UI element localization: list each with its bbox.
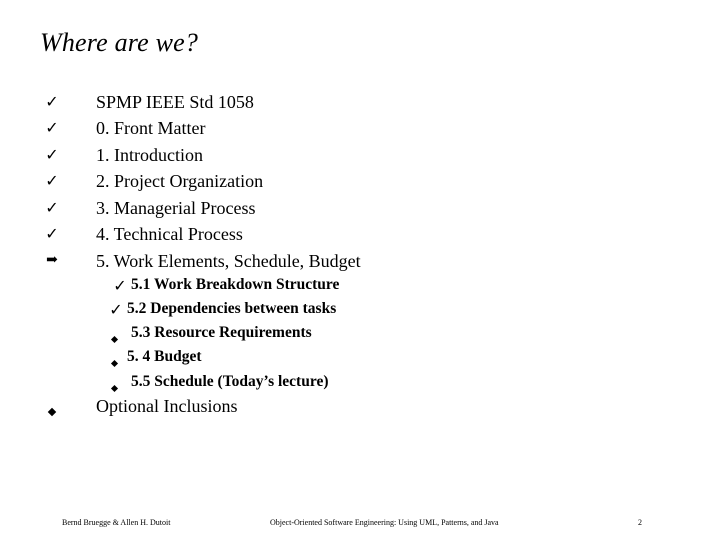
sub-list-item-text: 5.5 Schedule (Today’s lecture) <box>131 373 329 390</box>
arrow-right-icon: ➡ <box>46 253 58 268</box>
checkmark-icon: ✓ <box>45 147 59 164</box>
checkmark-icon: ✓ <box>109 302 123 319</box>
list-item-text: Optional Inclusions <box>96 396 238 416</box>
slide-title: Where are we? <box>40 28 199 57</box>
list-item-text: SPMP IEEE Std 1058 <box>96 92 254 112</box>
checkmark-icon: ✓ <box>45 94 59 111</box>
sub-list-item-text: 5. 4 Budget <box>127 348 202 365</box>
list-item-text: 5. Work Elements, Schedule, Budget <box>96 251 361 271</box>
diamond-bullet-icon <box>104 378 124 396</box>
list-item-text: 0. Front Matter <box>96 118 206 138</box>
page-number: 2 <box>638 518 642 527</box>
checkmark-icon: ✓ <box>113 278 127 295</box>
list-item-text: 2. Project Organization <box>96 171 264 191</box>
list-item-text: 4. Technical Process <box>96 224 243 244</box>
checkmark-icon: ✓ <box>45 200 59 217</box>
checkmark-icon: ✓ <box>45 226 59 243</box>
diamond-bullet-icon <box>42 402 62 420</box>
checkmark-icon: ✓ <box>45 120 59 137</box>
footer-book-title: Object-Oriented Software Engineering: Using UML, Patterns, and Java <box>270 518 499 527</box>
sub-list-item-text: 5.3 Resource Requirements <box>131 324 312 341</box>
sub-list-item-text: 5.1 Work Breakdown Structure <box>131 276 340 293</box>
list-item-text: 3. Managerial Process <box>96 198 256 218</box>
footer-authors: Bernd Bruegge & Allen H. Dutoit <box>62 518 171 527</box>
list-item-text: 1. Introduction <box>96 145 203 165</box>
diamond-bullet-icon <box>104 329 124 347</box>
sub-list-item-text: 5.2 Dependencies between tasks <box>127 300 337 317</box>
diamond-bullet-icon <box>104 353 124 371</box>
checkmark-icon: ✓ <box>45 173 59 190</box>
